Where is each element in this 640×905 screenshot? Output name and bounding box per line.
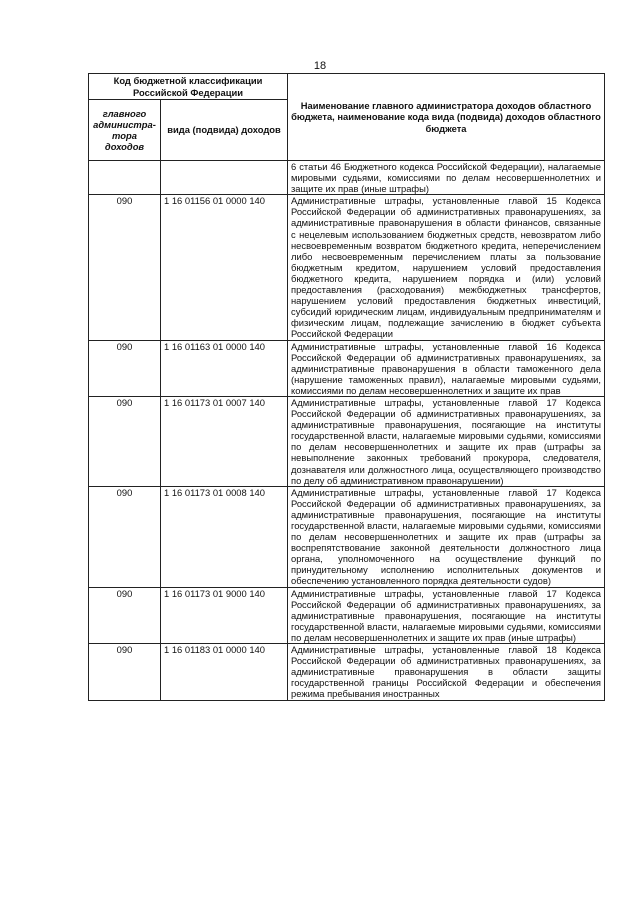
income-code-cell: 1 16 01173 01 0007 140 xyxy=(161,396,288,486)
header-admin-name: Наименование главного администратора доходов областного бюджета, наименование кода вида (подвида) доходов областного бюджета xyxy=(288,74,605,161)
header-income-type-code: вида (подвида) доходов xyxy=(161,100,288,161)
admin-code-cell: 090 xyxy=(89,486,161,587)
table-row xyxy=(89,396,605,486)
income-code-cell: 1 16 01183 01 0000 140 xyxy=(161,644,288,700)
table-row xyxy=(89,161,605,195)
income-code-cell: 1 16 01156 01 0000 140 xyxy=(161,195,288,340)
page-number: 18 xyxy=(313,60,327,72)
budget-classification-table xyxy=(88,73,605,701)
description-cell: Административные штрафы, установленные главой 17 Кодекса Российской Федерации об административных правонарушениях, за административные правонарушения, посягающие на институты государственной власти, налагаемые мировыми судьями, комиссиями по делам несовершеннолетних и защите их прав (иные штрафы) xyxy=(288,587,605,643)
table-row xyxy=(89,340,605,396)
description-cell: 6 статьи 46 Бюджетного кодекса Российской Федерации), налагаемые мировыми судьями, комиссиями по делам несовершеннолетних и защите их прав (иные штрафы) xyxy=(288,161,605,195)
admin-code-cell: 090 xyxy=(89,587,161,643)
income-code-cell: 1 16 01163 01 0000 140 xyxy=(161,340,288,396)
description-cell: Административные штрафы, установленные главой 16 Кодекса Российской Федерации об административных правонарушениях, за административные правонарушения в области таможенного дела (нарушение таможенных правил), налагаемые мировыми судьями, комиссиями по делам несовершеннолетних и защите их прав xyxy=(288,340,605,396)
income-code-cell: 1 16 01173 01 0008 140 xyxy=(161,486,288,587)
table-row xyxy=(89,195,605,340)
table-body xyxy=(89,161,605,701)
header-admin-code: главного администра-тора доходов xyxy=(89,100,161,161)
table-row xyxy=(89,644,605,700)
table-row xyxy=(89,486,605,587)
description-cell: Административные штрафы, установленные главой 18 Кодекса Российской Федерации об административных правонарушениях, за административные правонарушения в области защиты государственной границы Российской Федерации и обеспечения режима пребывания иностранных xyxy=(288,644,605,700)
admin-code-cell: 090 xyxy=(89,195,161,340)
description-cell: Административные штрафы, установленные главой 17 Кодекса Российской Федерации об административных правонарушениях, за административные правонарушения, посягающие на институты государственной власти, налагаемые мировыми судьями, комиссиями по делам несовершеннолетних и защите их прав (штрафы за невыполнение законных требований прокурора, следователя, дознавателя или должностного лица, осуществляющего производство по делу об административном правонарушении) xyxy=(288,396,605,486)
admin-code-cell: 090 xyxy=(89,340,161,396)
table-row xyxy=(89,587,605,643)
admin-code-cell xyxy=(89,161,161,195)
description-cell: Административные штрафы, установленные главой 15 Кодекса Российской Федерации об административных правонарушениях, за административные правонарушения в области финансов, связанные с нецелевым использованием бюджетных средств, невозвратом либо несвоевременным возвратом бюджетного кредита, неперечислением либо несвоевременным перечислением платы за пользование бюджетным кредитом, нарушением условий предоставления бюджетного кредита, нарушением порядка и (или) условий предоставления (расходования) межбюджетных трансфертов, нарушением условий предоставления бюджетных инвестиций, субсидий юридическим лицам, индивидуальным предпринимателям и физическим лицам, подлежащие зачислению в бюджет субъекта Российской Федерации xyxy=(288,195,605,340)
income-code-cell: 1 16 01173 01 9000 140 xyxy=(161,587,288,643)
header-budget-classification-code: Код бюджетной классификации Российской Федерации xyxy=(89,74,288,100)
description-cell: Административные штрафы, установленные главой 17 Кодекса Российской Федерации об административных правонарушениях, за административные правонарушения, посягающие на институты государственной власти, налагаемые мировыми судьями, комиссиями по делам несовершеннолетних и защите их прав (штрафы за воспрепятствование законной деятельности должностного лица органа, уполномоченного на осуществление функций по принудительному исполнению исполнительных документов и обеспечению установленного порядка деятельности судов) xyxy=(288,486,605,587)
income-code-cell xyxy=(161,161,288,195)
admin-code-cell: 090 xyxy=(89,396,161,486)
admin-code-cell: 090 xyxy=(89,644,161,700)
